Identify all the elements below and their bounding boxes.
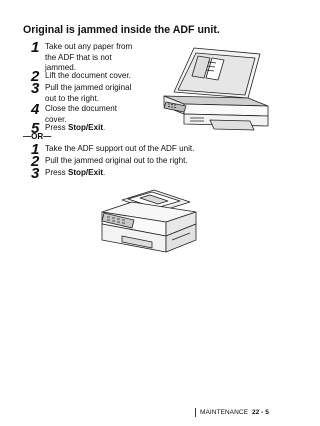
step-line: the ADF that is not <box>45 52 112 62</box>
step-text: Lift the document cover. <box>45 71 131 80</box>
step-number: 5 <box>31 120 40 137</box>
step-suffix: . <box>103 123 106 132</box>
step-number: 3 <box>31 165 40 182</box>
footer-divider <box>195 408 196 417</box>
step-line: Pull the jammed original <box>45 83 132 92</box>
step-line: cover. <box>45 114 67 124</box>
or-label: —OR— <box>23 132 52 141</box>
page-footer <box>195 408 269 417</box>
step-suffix: . <box>103 168 106 177</box>
step-line: Close the document <box>45 104 117 113</box>
step-text <box>45 82 131 104</box>
stop-exit-key: Stop/Exit <box>67 123 104 132</box>
step-text: Pull the jammed original out to the right. <box>45 156 188 165</box>
step-line: Take out any paper from <box>45 42 133 51</box>
step-text <box>45 41 132 74</box>
step-text: Take the ADF support out of the ADF unit. <box>45 144 195 153</box>
step-a-1 <box>31 41 132 74</box>
step-a-3 <box>31 82 131 104</box>
step-prefix: Press <box>45 123 68 132</box>
adf-support-illustration <box>92 182 204 262</box>
section-heading: Original is jammed inside the ADF unit. <box>23 24 220 36</box>
step-b-3 <box>31 167 105 180</box>
stop-exit-key: Stop/Exit <box>67 168 104 177</box>
step-line: jammed. <box>45 63 77 72</box>
step-number: 1 <box>31 39 40 56</box>
step-number: 2 <box>31 68 40 85</box>
step-text <box>45 167 105 179</box>
footer-section: MAINTENANCE <box>200 409 248 416</box>
lifted-cover-illustration <box>150 40 278 132</box>
step-line: out to the right. <box>45 93 99 103</box>
or-separator <box>23 132 51 141</box>
step-text <box>45 122 105 134</box>
step-number: 4 <box>31 101 40 118</box>
step-number: 1 <box>31 141 40 158</box>
footer-page-number: 22 - 5 <box>252 409 269 416</box>
step-number: 3 <box>31 80 40 97</box>
step-number: 2 <box>31 153 40 170</box>
step-prefix: Press <box>45 168 68 177</box>
